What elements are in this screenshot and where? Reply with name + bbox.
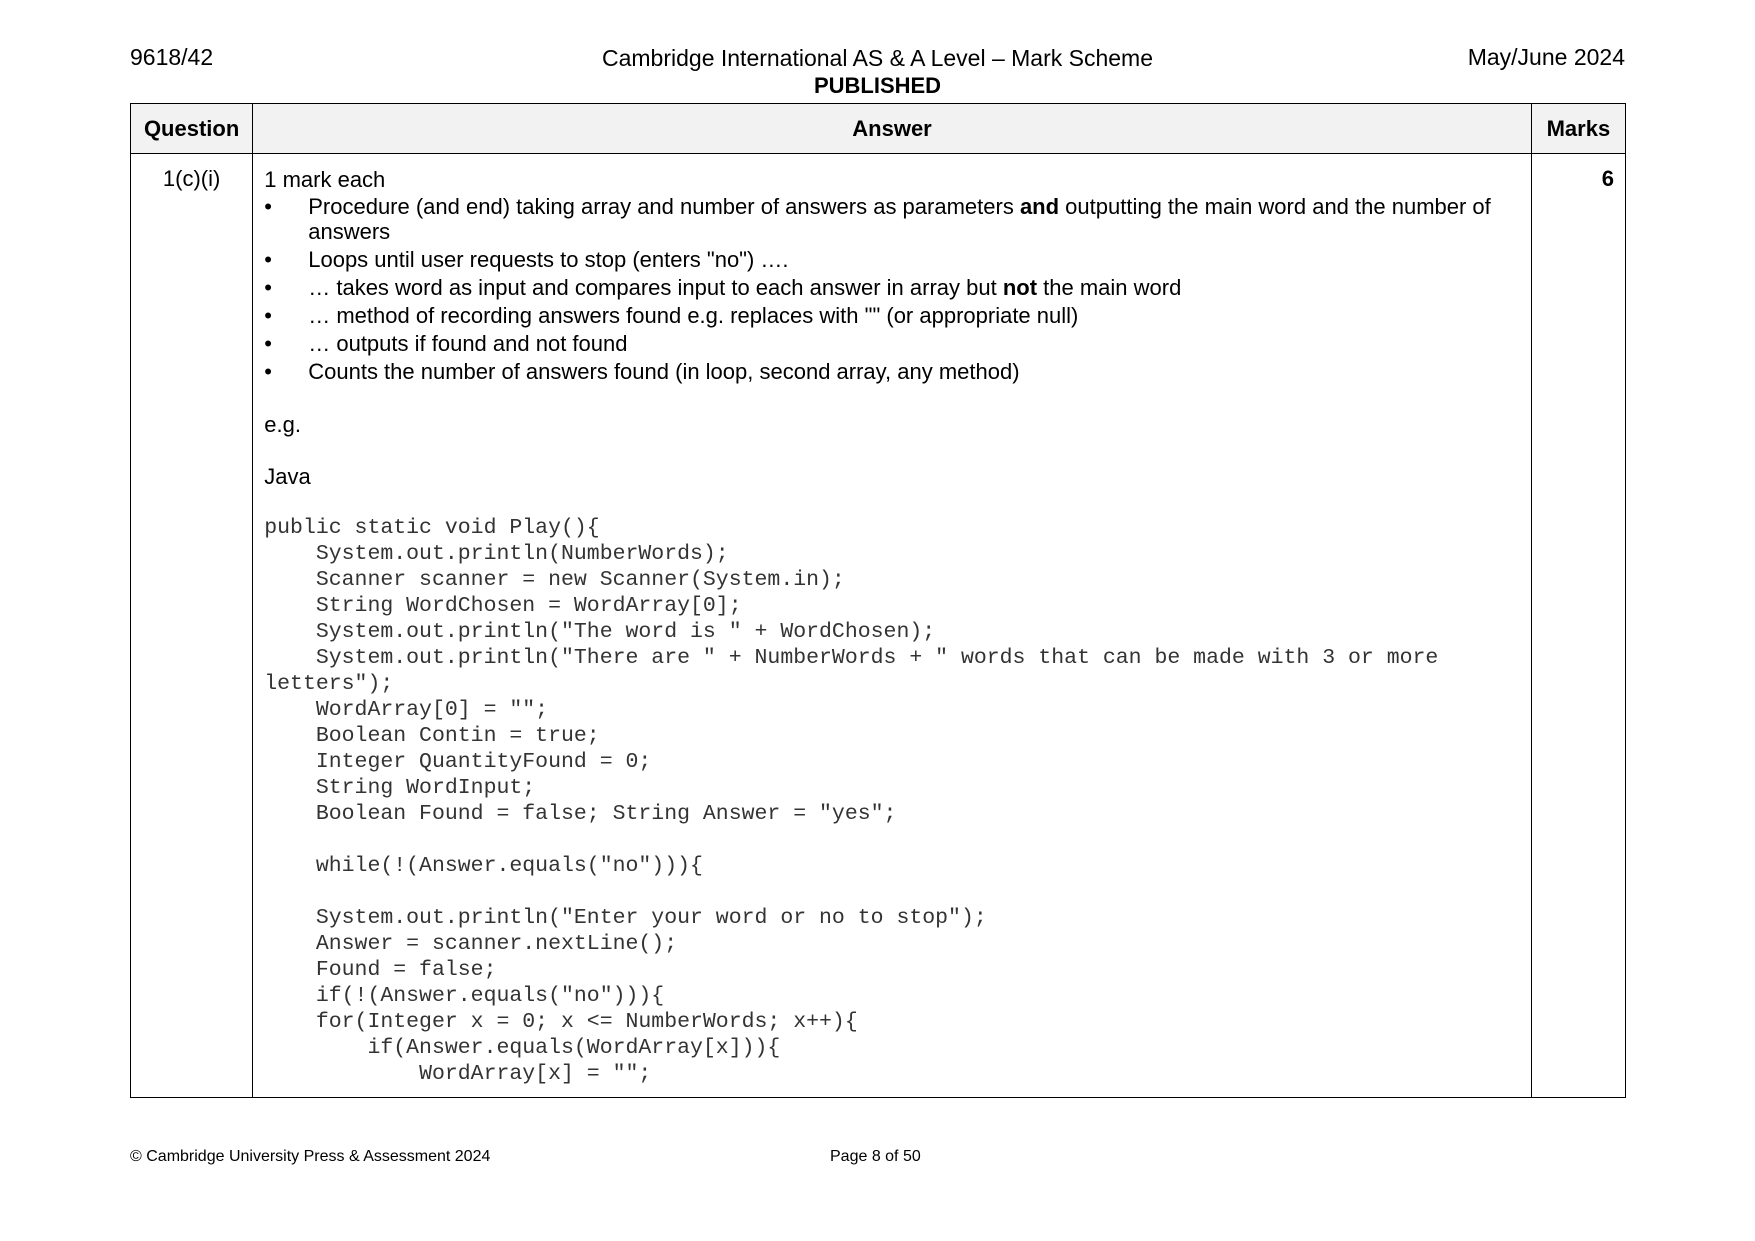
exam-session: May/June 2024 bbox=[1467, 44, 1625, 70]
answer-column-header: Answer bbox=[253, 104, 1532, 154]
language-label: Java bbox=[264, 464, 311, 489]
marking-point-text: the main word bbox=[1037, 275, 1182, 300]
marking-point-text: outputting the main word and the number of answers bbox=[308, 194, 1491, 244]
marking-point-emphasis: not bbox=[1002, 275, 1038, 300]
table-row bbox=[131, 154, 1626, 1098]
marking-point-text: … takes word as input and compares input to each answer in array but bbox=[308, 275, 1003, 300]
example-label: e.g. bbox=[264, 412, 301, 437]
marking-point bbox=[264, 247, 1519, 272]
marking-point bbox=[264, 275, 1519, 300]
bullet-icon: • bbox=[264, 247, 272, 272]
bullet-icon: • bbox=[264, 303, 272, 328]
marking-point-text: Loops until user requests to stop (enters "no") …. bbox=[308, 247, 789, 272]
marking-point-text: Procedure (and end) taking array and number of answers as parameters bbox=[308, 194, 1020, 219]
question-number: 1(c)(i) bbox=[131, 154, 253, 1098]
bullet-icon: • bbox=[264, 194, 272, 219]
document-title: Cambridge International AS & A Level – Mark Scheme bbox=[601, 45, 1154, 71]
marking-point-text: … method of recording answers found e.g. replaces with "" (or appropriate null) bbox=[308, 303, 1079, 328]
marking-point-text: … outputs if found and not found bbox=[308, 331, 628, 356]
paper-code: 9618/42 bbox=[130, 44, 214, 70]
marks-value: 6 bbox=[1531, 154, 1625, 1098]
mark-scheme-table bbox=[130, 103, 1626, 1098]
question-column-header: Question bbox=[131, 104, 253, 154]
page-number: Page 8 of 50 bbox=[830, 1148, 921, 1165]
marking-point-emphasis: and bbox=[1019, 194, 1060, 219]
answer-cell bbox=[253, 154, 1532, 1098]
bullet-icon: • bbox=[264, 359, 272, 384]
copyright-notice: © Cambridge University Press & Assessment 2024 bbox=[130, 1148, 491, 1165]
marking-point bbox=[264, 303, 1519, 328]
bullet-icon: • bbox=[264, 331, 272, 356]
mark-allocation-intro: 1 mark each bbox=[264, 167, 386, 192]
bullet-icon: • bbox=[264, 275, 272, 300]
table-header-row bbox=[131, 104, 1626, 154]
marking-point bbox=[264, 331, 1519, 356]
code-listing: public static void Play(){ System.out.println(NumberWords); Scanner scanner = new Scanner(System.in); String WordChosen = WordArray[0]; System.out.println("The word is " + WordChosen); System.out.println("There are " + NumberWords + " words that can be made with 3 or more letters"); WordArray[0] = ""; Boolean Contin = true; Integer QuantityFound = 0; String WordInput; Boolean Found = false; String Answer = "yes"; while(!(Answer.equals("no"))){ System.out.println("Enter your word or no to stop"); Answer = scanner.nextLine(); Found = false; if(!(Answer.equals("no"))){ for(Integer x = 0; x <= NumberWords; x++){ if(Answer.equals(WordArray[x])){ WordArray[x] = ""; bbox=[264, 516, 1439, 1086]
marking-point bbox=[264, 194, 1519, 244]
marking-points-list bbox=[264, 194, 1519, 384]
marks-column-header: Marks bbox=[1531, 104, 1625, 154]
marking-point bbox=[264, 359, 1519, 384]
marking-point-text: Counts the number of answers found (in loop, second array, any method) bbox=[308, 359, 1020, 384]
published-label: PUBLISHED bbox=[813, 73, 942, 98]
